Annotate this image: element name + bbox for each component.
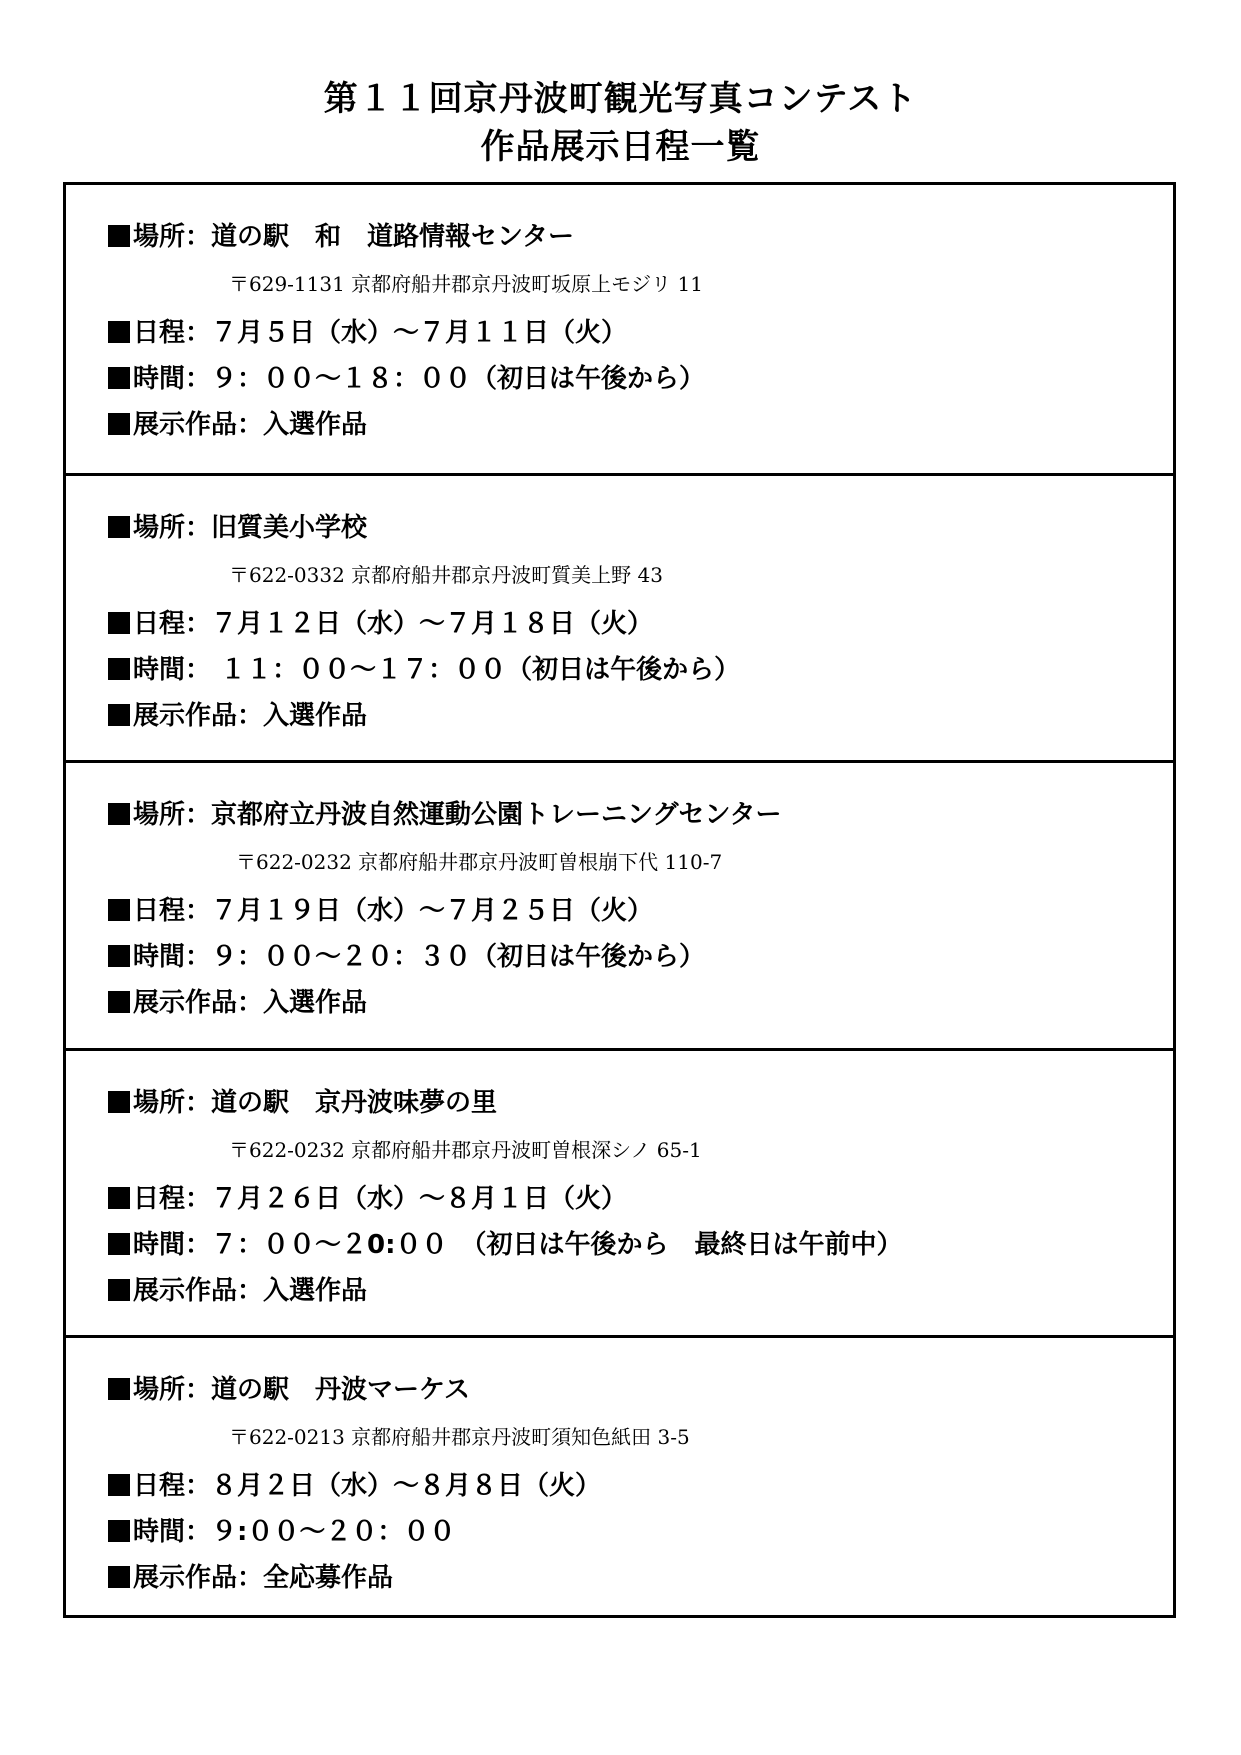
schedule-dates: ７月５日（水）～７月１１日（火） bbox=[211, 318, 628, 348]
square-bullet-icon bbox=[108, 225, 130, 247]
place-label: 場所： bbox=[133, 1375, 212, 1405]
works-label: 展示作品： bbox=[133, 988, 264, 1018]
square-bullet-icon bbox=[108, 704, 130, 726]
venue-works-row bbox=[108, 987, 367, 1019]
venue-address: 〒622-0213 京都府船井郡京丹波町須知色紙田 3-5 bbox=[229, 1425, 690, 1449]
schedule-label: 日程： bbox=[133, 609, 212, 639]
venue-time-row bbox=[108, 941, 705, 973]
square-bullet-icon bbox=[108, 658, 130, 680]
square-bullet-icon bbox=[108, 1520, 130, 1542]
time-hours: ９：００～２０：３０（初日は午後から） bbox=[211, 942, 706, 972]
time-label: 時間： bbox=[133, 1230, 212, 1260]
place-name: 京都府立丹波自然運動公園トレーニングセンター bbox=[211, 800, 782, 830]
square-bullet-icon bbox=[108, 803, 130, 825]
square-bullet-icon bbox=[108, 1279, 130, 1301]
place-name: 道の駅 丹波マーケス bbox=[211, 1375, 470, 1405]
square-bullet-icon bbox=[108, 1474, 130, 1496]
works-type: 入選作品 bbox=[263, 1276, 368, 1306]
venue-time-row bbox=[108, 1516, 455, 1548]
square-bullet-icon bbox=[108, 516, 130, 538]
square-bullet-icon bbox=[108, 899, 130, 921]
venue-section-former-shitsumi-school bbox=[66, 473, 1173, 760]
place-label: 場所： bbox=[133, 222, 212, 252]
works-label: 展示作品： bbox=[133, 701, 264, 731]
place-name: 道の駅 和 道路情報センター bbox=[211, 222, 574, 252]
time-label: 時間： bbox=[133, 364, 212, 394]
square-bullet-icon bbox=[108, 413, 130, 435]
venue-works-row bbox=[108, 409, 367, 441]
time-hours: ９:００～２０：００ bbox=[211, 1517, 456, 1547]
works-label: 展示作品： bbox=[133, 1276, 264, 1306]
works-type: 入選作品 bbox=[263, 410, 368, 440]
place-label: 場所： bbox=[133, 513, 212, 543]
place-name: 道の駅 京丹波味夢の里 bbox=[211, 1088, 498, 1118]
venue-place-row bbox=[108, 799, 781, 831]
venue-time-row bbox=[108, 1229, 903, 1261]
venue-works-row bbox=[108, 1562, 393, 1594]
venue-schedule-row bbox=[108, 608, 653, 640]
schedule-dates: ７月２６日（水）～８月１日（火） bbox=[211, 1184, 628, 1214]
square-bullet-icon bbox=[108, 367, 130, 389]
time-label: 時間： bbox=[133, 655, 212, 685]
venue-schedule-row bbox=[108, 317, 627, 349]
works-label: 展示作品： bbox=[133, 1563, 264, 1593]
venue-address: 〒629-1131 京都府船井郡京丹波町坂原上モジリ 11 bbox=[229, 272, 703, 296]
venue-place-row bbox=[108, 221, 574, 253]
square-bullet-icon bbox=[108, 1187, 130, 1209]
venue-section-tamba-sports-park bbox=[66, 760, 1173, 1048]
square-bullet-icon bbox=[108, 321, 130, 343]
venue-section-tamba-markes bbox=[66, 1335, 1173, 1615]
works-type: 入選作品 bbox=[263, 701, 368, 731]
square-bullet-icon bbox=[108, 1233, 130, 1255]
venue-address: 〒622-0332 京都府船井郡京丹波町質美上野 43 bbox=[229, 563, 663, 587]
place-label: 場所： bbox=[133, 1088, 212, 1118]
square-bullet-icon bbox=[108, 612, 130, 634]
time-label: 時間： bbox=[133, 1517, 212, 1547]
venue-section-ajimunosato bbox=[66, 1048, 1173, 1335]
place-name: 旧質美小学校 bbox=[211, 513, 368, 543]
schedule-label: 日程： bbox=[133, 1184, 212, 1214]
works-label: 展示作品： bbox=[133, 410, 264, 440]
venue-schedule-row bbox=[108, 1470, 601, 1502]
venue-works-row bbox=[108, 1275, 367, 1307]
venue-address: 〒622-0232 京都府船井郡京丹波町曽根深シノ 65-1 bbox=[229, 1138, 702, 1162]
schedule-dates: ７月１２日（水）～７月１８日（火） bbox=[211, 609, 654, 639]
time-hours: ９：００～１８：００（初日は午後から） bbox=[211, 364, 706, 394]
venue-schedule-row bbox=[108, 895, 653, 927]
venue-schedule-row bbox=[108, 1183, 627, 1215]
square-bullet-icon bbox=[108, 1378, 130, 1400]
time-label: 時間： bbox=[133, 942, 212, 972]
venue-place-row bbox=[108, 512, 367, 544]
schedule-dates: ８月２日（水）～８月８日（火） bbox=[211, 1471, 602, 1501]
schedule-label: 日程： bbox=[133, 1471, 212, 1501]
document-subtitle: 作品展示日程一覧 bbox=[480, 127, 761, 167]
square-bullet-icon bbox=[108, 991, 130, 1013]
time-hours: １１：００～１７：００（初日は午後から） bbox=[211, 655, 741, 685]
venue-section-michinoeki-nagomi bbox=[66, 185, 1173, 473]
schedule-label: 日程： bbox=[133, 318, 212, 348]
schedule-dates: ７月１９日（水）～７月２５日（火） bbox=[211, 896, 654, 926]
works-type: 入選作品 bbox=[263, 988, 368, 1018]
venue-works-row bbox=[108, 700, 367, 732]
place-label: 場所： bbox=[133, 800, 212, 830]
square-bullet-icon bbox=[108, 1566, 130, 1588]
venue-address: 〒622-0232 京都府船井郡京丹波町曽根崩下代 110-7 bbox=[236, 850, 723, 874]
venue-time-row bbox=[108, 363, 705, 395]
venue-place-row bbox=[108, 1374, 470, 1406]
exhibition-schedule-table bbox=[63, 182, 1176, 1618]
works-type: 全応募作品 bbox=[263, 1563, 394, 1593]
schedule-label: 日程： bbox=[133, 896, 212, 926]
time-hours: ７：００～２0:００ （初日は午後から 最終日は午前中） bbox=[211, 1230, 903, 1260]
square-bullet-icon bbox=[108, 945, 130, 967]
venue-time-row bbox=[108, 654, 740, 686]
document-title: 第１１回京丹波町観光写真コンテスト bbox=[323, 79, 918, 119]
venue-place-row bbox=[108, 1087, 497, 1119]
square-bullet-icon bbox=[108, 1091, 130, 1113]
